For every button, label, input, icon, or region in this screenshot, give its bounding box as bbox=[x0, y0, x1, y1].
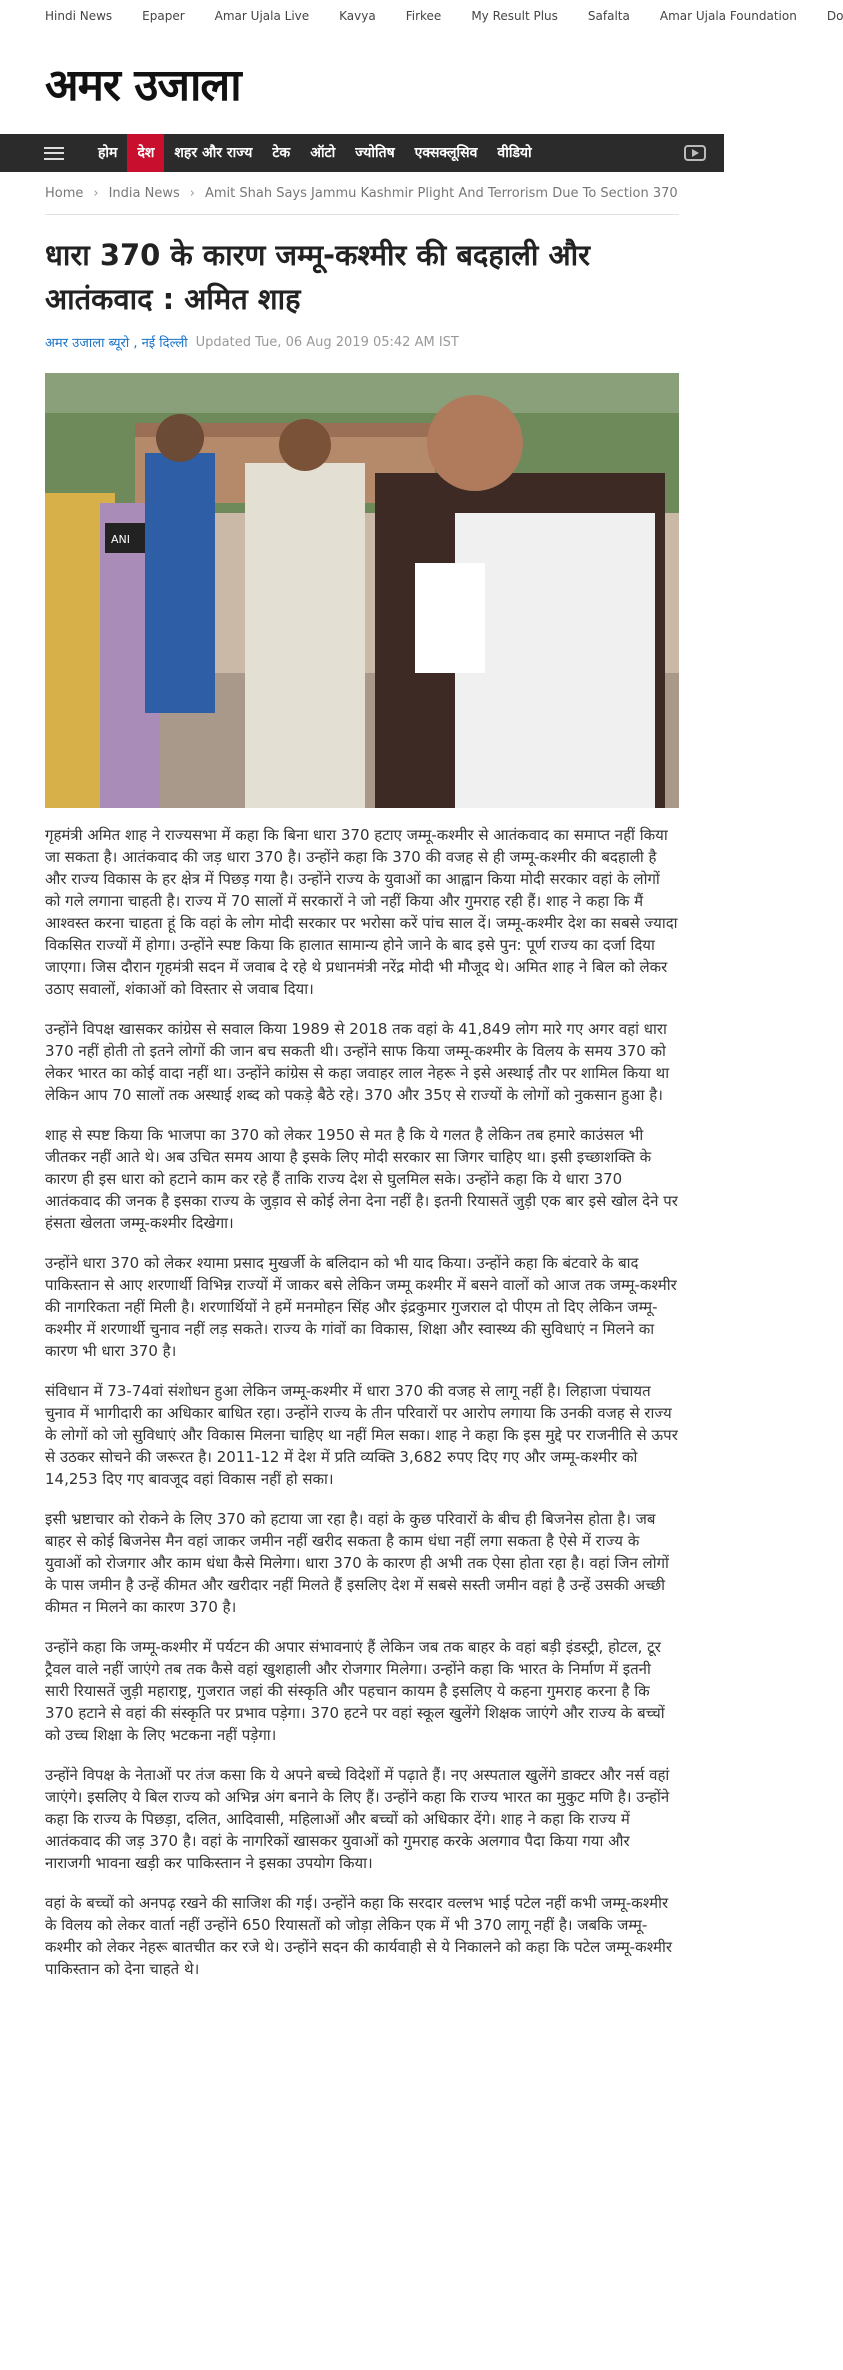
article-paragraph: शाह से स्पष्ट किया कि भाजपा का 370 को लेकर 1950 से मत है कि ये गलत है लेकिन तब हमारे काउंसल भी जीतकर नहीं आते थे। अब उचित समय आया है इसके लिए मोदी सरकार सा जिगर चाहिए था। इसी इच्छाशक्ति के कारण ही इस धारा को हटाने काम कर रहे हैं ताकि राज्य देश से घुलमिल सके। उन्होंने कहा कि ये धारा 370 आतंकवाद की जनक है इसका राज्य के जुड़ाव से कोई लेना देना नहीं है। इतनी रियासतें जुड़ी एक बार इसे खोल देने पर हंसता खेलता जम्मू-कश्मीर दिखेगा। bbox=[45, 1126, 678, 1232]
article-photo bbox=[45, 373, 679, 808]
nav-item-tech[interactable]: टेक bbox=[272, 145, 291, 161]
top-link-kavya[interactable]: Kavya bbox=[339, 9, 376, 23]
article-paragraph: संविधान में 73-74वां संशोधन हुआ लेकिन जम्मू-कश्मीर में धारा 370 की वजह से लागू नहीं है। लिहाजा पंचायत चुनाव में भागीदारी का अधिकार बाधित रहा। उन्होंने राज्य के तीन परिवारों पर आरोप लगाया कि उनकी वजह से राज्य के लोगों को जो सुविधाएं और विकास मिलना चाहिए था नहीं मिल सका। शाह ने कहा कि इस मुद्दे पर राजनीति से ऊपर से उठकर सोचने की जरूरत है। 2011-12 में देश में प्रति व्यक्ति 3,682 रुपए दिए गए और जम्मू-कश्मीर को 14,253 दिए गए बावजूद वहां विकास नहीं हो सका। bbox=[45, 1382, 678, 1488]
article-paragraph: गृहमंत्री अमित शाह ने राज्यसभा में कहा कि बिना धारा 370 हटाए जम्मू-कश्मीर से आतंकवाद का समाप्त नहीं किया जा सकता है। आतंकवाद की जड़ धारा 370 है। उन्होंने कहा कि 370 की वजह से ही जम्मू-कश्मीर की बदहाली है और राज्य विकास के हर क्षेत्र में पिछड़ गया है। उन्होंने राज्य के युवाओं का आह्वान किया मोदी सरकार वहां के लोगों को गले लगाना चाहती है। राज्य में 70 सालों में सरकारों ने जो नहीं किया और गुमराह रही हैं। शाह ने कहा कि मैं आश्वस्त करना चाहता हूं कि वहां के लोग मोदी सरकार पर भरोसा करें पांच साल दें। जम्मू-कश्मीर देश का सबसे ज्यादा विकसित राज्यों में होगा। उन्होंने स्पष्ट किया कि हालात सामान्य होने जाने के बाद इसे पुन: पूर्ण राज्य का दर्जा दिया जाएगा। जिस दौरान गृहमंत्री सदन में जवाब दे रहे थे प्रधानमंत्री नरेंद्र मोदी भी मौजूद थे। अमित शाह ने बिल को लेकर उठाए सवालों, शंकाओं को विस्तार से जवाब दिया। bbox=[45, 826, 678, 998]
article-paragraph: इसी भ्रष्टाचार को रोकने के लिए 370 को हटाया जा रहा है। वहां के कुछ परिवारों के बीच ही बिजनेस होता है। जब बाहर से कोई बिजनेस मैन वहां जाकर जमीन नहीं खरीद सकता है काम धंधा नहीं लगा सकता है ऐसे में राज्य के युवाओं को रोजगार और काम धंधा कैसे मिलेगा। धारा 370 के कारण ही अभी तक ऐसा होता रहा है। वहां जिन लोगों के पास जमीन है उन्हें कीमत और खरीदार नहीं मिलते हैं इसलिए देश में सबसे सस्ती जमीन वहां है उन्हें उसकी अच्छी कीमत न मिलने का कारण 370 है। bbox=[45, 1510, 669, 1616]
main-navbar bbox=[0, 134, 724, 172]
site-logo[interactable]: अमर उजाला bbox=[45, 60, 241, 111]
article-updated-time: Updated Tue, 06 Aug 2019 05:42 AM IST bbox=[195, 334, 459, 350]
breadcrumb bbox=[0, 172, 724, 214]
article-author[interactable]: अमर उजाला ब्यूरो , नई दिल्ली bbox=[45, 336, 188, 351]
article-paragraph: उन्होंने कहा कि जम्मू-कश्मीर में पर्यटन की अपार संभावनाएं हैं लेकिन जब तक बाहर के वहां बड़ी इंडस्ट्री, होटल, टूर ट्रैवल वाले नहीं जाएंगे तब तक कैसे वहां खुशहाली और रोजगार मिलेगा। उन्होंने कहा कि भारत के निर्माण में इतनी सारी रियासतें जुड़ी महाराष्ट्र, गुजरात जहां की संस्कृति और पहचान कायम है इसलिए ये कहना गुमराह करना है कि 370 हटाने से वहां की संस्कृति पर प्रभाव पड़ेगा। 370 हटने पर वहां स्कूल खुलेंगे शिक्षक जाएंगे और राज्य के बच्चों को उच्च शिक्षा के लिए भटकना नहीं पड़ेगा। bbox=[45, 1638, 665, 1744]
article-headline: धारा 370 के कारण जम्मू-कश्मीर की बदहाली और आतंकवाद : अमित शाह bbox=[45, 238, 591, 316]
top-links-bar bbox=[0, 0, 843, 32]
nav-item-video[interactable]: वीडियो bbox=[497, 145, 532, 161]
breadcrumb-india-news[interactable]: India News bbox=[108, 185, 180, 201]
logo-row bbox=[0, 32, 724, 134]
article-paragraph: उन्होंने धारा 370 को लेकर श्यामा प्रसाद मुखर्जी के बलिदान को भी याद किया। उन्होंने कहा कि बंटवारे के बाद पाकिस्तान से आए शरणार्थी विभिन्न राज्यों में जाकर बसे लेकिन जम्मू कश्मीर में बसने वालों को आज तक जम्मू-कश्मीर की नागरिकता नहीं मिली है। शरणार्थियों ने हमें मनमोहन सिंह और इंद्रकुमार गुजराल दो पीएम तो दिए लेकिन जम्मू-कश्मीर में शरणार्थी चुनाव नहीं लड़ सकते। राज्य के गांवों का विकास, शिक्षा और स्वास्थ्य की सुविधाएं न मिलने का कारण भी धारा 370 है। bbox=[45, 1254, 677, 1360]
nav-item-city-state[interactable]: शहर और राज्य bbox=[174, 145, 253, 161]
breadcrumb-separator-icon: › bbox=[189, 185, 195, 201]
nav-item-astrology[interactable]: ज्योतिष bbox=[355, 145, 395, 161]
top-link-hindi-news[interactable]: Hindi News bbox=[45, 9, 113, 23]
top-link-safalta[interactable]: Safalta bbox=[587, 9, 630, 23]
breadcrumb-current: Amit Shah Says Jammu Kashmir Plight And Terrorism Due To Section 370 bbox=[204, 185, 678, 201]
breadcrumb-separator-icon: › bbox=[93, 185, 99, 201]
divider bbox=[45, 214, 679, 215]
nav-item-exclusive[interactable]: एक्सक्लूसिव bbox=[414, 145, 478, 161]
article-paragraph: उन्होंने विपक्ष के नेताओं पर तंज कसा कि ये अपने बच्चे विदेशों में पढ़ाते हैं। नए अस्पताल खुलेंगे डाक्टर और नर्स वहां जाएंगे। इसलिए ये बिल राज्य को अभिन्न अंग बनाने के लिए हैं। उन्होंने कहा कि राज्य भारत का मुकुट मणि है। उन्होंने कहा कि राज्य के पिछड़ा, दलित, आदिवासी, महिलाओं और बच्चों को अधिकार देंगे। शाह ने कहा कि राज्य में आतंकवाद की जड़ 370 है। वहां के नागरिकों खासकर युवाओं को गुमराह करके अलगाव पैदा किया गया और नाराजगी भावना खड़ी कर पाकिस्तान ने इसका उपयोग किया। bbox=[45, 1766, 670, 1872]
article-body bbox=[0, 824, 724, 1980]
nav-item-auto[interactable]: ऑटो bbox=[310, 145, 336, 161]
breadcrumb-home[interactable]: Home bbox=[45, 185, 84, 201]
top-link-firkee[interactable]: Firkee bbox=[405, 9, 442, 23]
top-link-my-result-plus[interactable]: My Result Plus bbox=[471, 9, 558, 23]
top-link-do[interactable]: Do bbox=[826, 9, 843, 23]
article-paragraph: उन्होंने विपक्ष खासकर कांग्रेस से सवाल किया 1989 से 2018 तक वहां के 41,849 लोग मारे गए अगर वहां धारा 370 नहीं होती तो इतने लोगों की जान बच सकती थी। उन्होंने साफ किया जम्मू-कश्मीर के विलय के समय 370 को लेकर भारत का कोई वादा नहीं था। उन्होंने कांग्रेस से कहा जवाहर लाल नेहरू ने इसे अस्थाई तौर पर शामिल किया था लेकिन आप 70 सालों तक अस्थाई शब्द को पकड़े बैठे रहे। 370 और 35ए से राज्यों के लोगों को नुकसान हुआ है। bbox=[45, 1020, 670, 1104]
nav-item-home[interactable]: होम bbox=[98, 145, 118, 161]
hamburger-menu-icon[interactable] bbox=[44, 147, 64, 160]
photo-illustration bbox=[45, 373, 679, 808]
top-link-amar-ujala-foundation[interactable]: Amar Ujala Foundation bbox=[659, 9, 797, 23]
article-paragraph: वहां के बच्चों को अनपढ़ रखने की साजिश की गई। उन्होंने कहा कि सरदार वल्लभ भाई पटेल नहीं कभी जम्मू-कश्मीर के विलय को लेकर वार्ता नहीं उन्होंने 650 रियासतों को जोड़ा लेकिन एक में भी 370 लागू नहीं है। जबकि जम्मू-कश्मीर को लेकर नेहरू बातचीत कर रजे थे। उन्होंने सदन की कार्यवाही से ये निकालने को कहा कि पटेल जम्मू-कश्मीर पाकिस्तान को देना चाहते थे। bbox=[45, 1894, 672, 1978]
top-link-amar-ujala-live[interactable]: Amar Ujala Live bbox=[214, 9, 310, 23]
article-byline bbox=[0, 331, 724, 353]
video-play-icon[interactable] bbox=[684, 145, 706, 161]
top-link-epaper[interactable]: Epaper bbox=[142, 9, 185, 23]
nav-item-desh[interactable]: देश bbox=[127, 134, 164, 172]
photo-overlay-label: ANI bbox=[111, 533, 130, 546]
